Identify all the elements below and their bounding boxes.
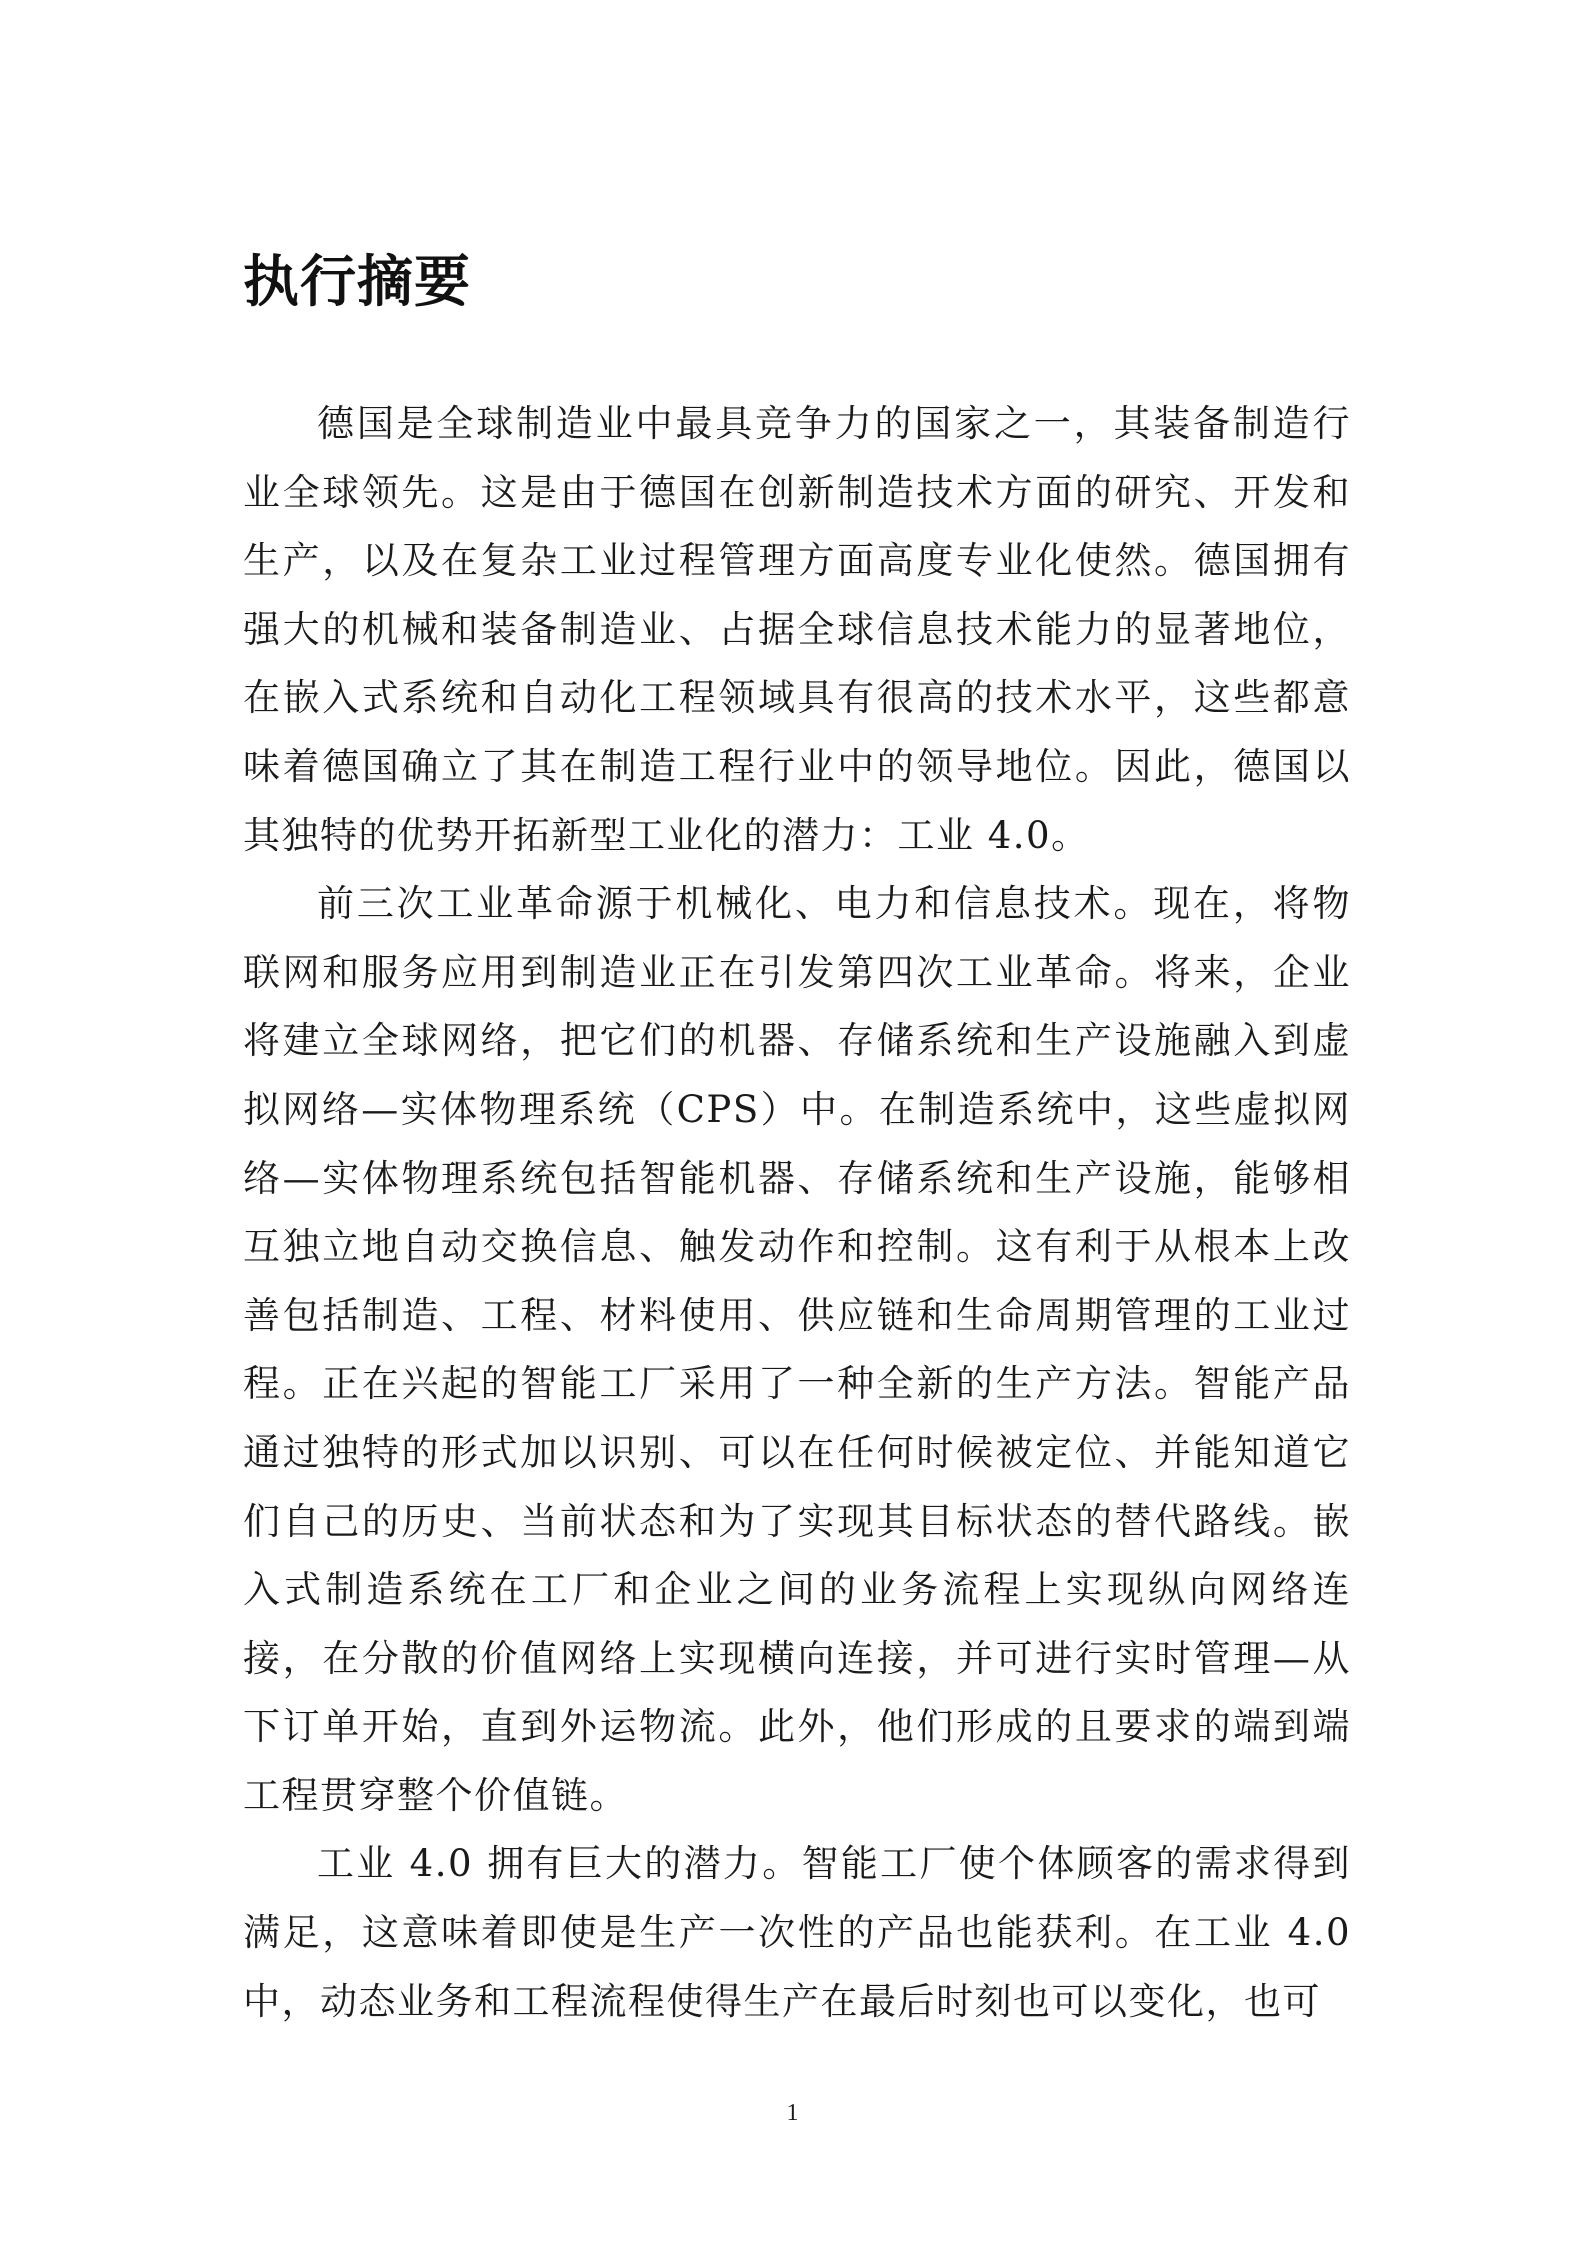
page-number: 1 bbox=[786, 2100, 799, 2126]
paragraph-1: 德国是全球制造业中最具竞争力的国家之一，其装备制造行业全球领先。这是由于德国在创新制造技术方面的研究、开发和生产，以及在复杂工业过程管理方面高度专业化使然。德国拥有强大的机械和装备制造业、占据全球信息技术能力的显著地位，在嵌入式系统和自动化工程领域具有很高的技术水平，这些都意味着德国确立了其在制造工程行业中的领导地位。因此，德国以其独特的优势开拓新型工业化的潜力：工业 4.0。 bbox=[243, 402, 1351, 857]
page-title: 执行摘要 bbox=[243, 250, 471, 315]
body-text bbox=[243, 390, 1351, 2036]
paragraph-2: 前三次工业革命源于机械化、电力和信息技术。现在，将物联网和服务应用到制造业正在引发第四次工业革命。将来，企业将建立全球网络，把它们的机器、存储系统和生产设施融入到虚拟网络—实体物理系统（CPS）中。在制造系统中，这些虚拟网络—实体物理系统包括智能机器、存储系统和生产设施，能够相互独立地自动交换信息、触发动作和控制。这有利于从根本上改善包括制造、工程、材料使用、供应链和生命周期管理的工业过程。正在兴起的智能工厂采用了一种全新的生产方法。智能产品通过独特的形式加以识别、可以在任何时候被定位、并能知道它们自己的历史、当前状态和为了实现其目标状态的替代路线。嵌入式制造系统在工厂和企业之间的业务流程上实现纵向网络连接，在分散的价值网络上实现横向连接，并可进行实时管理—从下订单开始，直到外运物流。此外，他们形成的且要求的端到端工程贯穿整个价值链。 bbox=[243, 882, 1351, 1817]
paragraph-3: 工业 4.0 拥有巨大的潜力。智能工厂使个体顾客的需求得到满足，这意味着即使是生产一次性的产品也能获利。在工业 4.0 中，动态业务和工程流程使得生产在最后时刻也可以变化，也可 bbox=[243, 1842, 1351, 2023]
